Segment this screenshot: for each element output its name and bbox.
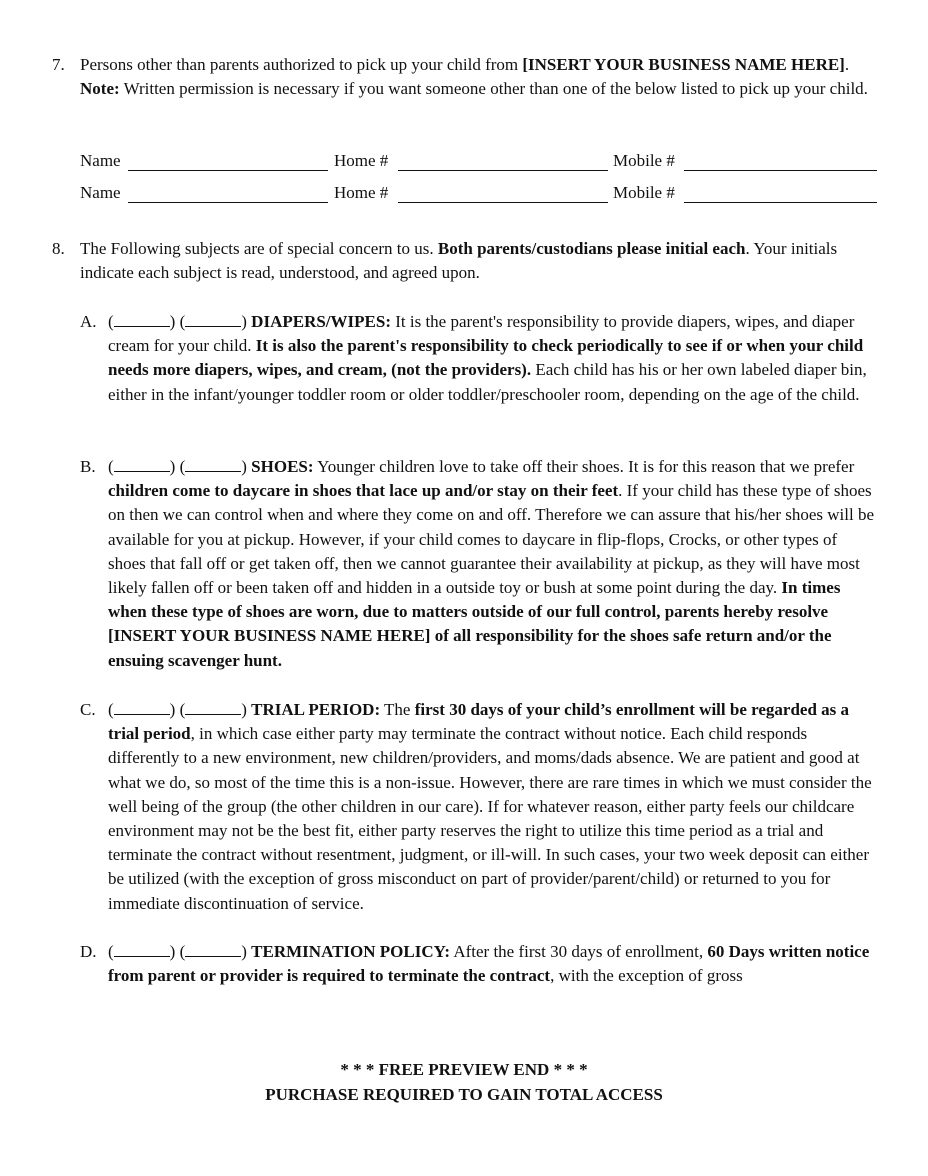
sub-b-body: [108, 455, 878, 673]
paren-mid: ) (: [169, 942, 186, 961]
paren-open: (: [108, 457, 114, 476]
sub-c-text-1: The: [380, 700, 415, 719]
initial-field-1[interactable]: [114, 312, 170, 327]
home-label: Home #: [334, 151, 389, 170]
preview-end-notice: * * * FREE PREVIEW END * * *: [340, 1060, 588, 1079]
item-8-bold: Both parents/custodians please initial each: [437, 239, 746, 258]
mobile-phone-field[interactable]: [684, 170, 877, 171]
item-7-text: [80, 53, 870, 101]
pickup-row-1: [80, 149, 880, 173]
sub-d-letter: D.: [80, 942, 97, 961]
item-8-text-1: The Following subjects are of special concern to us.: [80, 239, 438, 258]
paren-open: (: [108, 312, 114, 331]
name-label: Name: [80, 151, 121, 170]
paren-close: ): [241, 312, 247, 331]
sub-d-text-2: , with the exception of gross: [550, 966, 743, 986]
initial-field-1[interactable]: [114, 700, 170, 715]
sub-b-heading: SHOES:: [251, 457, 314, 476]
sub-d-heading: TERMINATION POLICY:: [251, 942, 451, 961]
sub-c-heading: TRIAL PERIOD:: [251, 700, 381, 719]
home-phone-field[interactable]: [398, 170, 608, 171]
sub-b-text-2: . If your child has these type of shoes on then we can control when and where they come on and off. Therefore we can assure that his/her shoes will be available for you at pickup. However, if your child comes to daycare in flip-flops, Crocks, or other types of shoes that fall off or get taken off, then we cannot guarantee their availability at pickup, as they will have most likely fallen off or been taken off and hidden in a outside toy or bush at some point during the day.: [108, 481, 874, 598]
sub-a-text-2: Each child has his or her own labeled diaper bin, either in the infant/younger toddler room or older toddler/preschooler room, depending on the age of the child.: [108, 360, 867, 404]
initial-field-1[interactable]: [114, 942, 170, 957]
sub-b-bold-1: children come to daycare in shoes that lace up and/or stay on their feet: [108, 481, 619, 501]
sub-a-heading: DIAPERS/WIPES:: [251, 312, 391, 331]
paren-mid: ) (: [169, 312, 186, 331]
sub-d-body: [108, 940, 878, 988]
sub-d-text-1: After the first 30 days of enrollment,: [450, 942, 708, 961]
pickup-row-2: [80, 181, 880, 205]
name-field[interactable]: [128, 202, 328, 203]
paren-open: (: [108, 700, 114, 719]
paren-mid: ) (: [169, 457, 186, 476]
purchase-required-notice: PURCHASE REQUIRED TO GAIN TOTAL ACCESS: [265, 1085, 663, 1104]
sub-a-body: [108, 310, 878, 407]
mobile-label: Mobile #: [613, 151, 675, 170]
sub-b-bold-2: In times when these type of shoes are worn, due to matters outside of our full control, parents hereby resolve [INSERT YOUR BUSINESS NAME HERE] of all responsibility for the shoes safe return and/or the ensuing scavenger hunt.: [108, 578, 841, 670]
sub-c-body: [108, 698, 878, 916]
sub-a-text-1: It is the parent's responsibility to provide diapers, wipes, and diaper cream for your child.: [108, 312, 855, 356]
sub-c-text-2: , in which case either party may terminate the contract without notice. Each child responds differently to a new environment, new children/providers, and moms/dads absence. We are patient and good at what we do, so most of the time this is a non-issue. However, there are rare times in which we must consider the well being of the group (the other children in our care). If for whatever reason, either party feels our childcare environment may not be the best fit, either party reserves the right to utilize this time period as a trial and terminate the contract without resentment, judgment, or ill-will. In such cases, your two week deposit can either be utilized (with the exception of gross misconduct on part of provider/parent/child) or returned to you for immediate discontinuation of service.: [108, 724, 872, 913]
name-field[interactable]: [128, 170, 328, 171]
home-label: Home #: [334, 183, 389, 202]
item-7-number: 7.: [52, 55, 65, 74]
sub-b-letter: B.: [80, 457, 96, 476]
item-7-text-1: Persons other than parents authorized to pick up your child from: [80, 55, 523, 74]
sub-d-bold-1: 60 Days written notice from parent or provider is required to terminate the contract: [108, 942, 870, 986]
item-8-text: [80, 237, 870, 285]
sub-a-bold-1: It is also the parent's responsibility to check periodically to see if or when your child needs more diapers, wipes, and cream, (not the providers).: [108, 336, 864, 380]
item-8-text-2: . Your initials indicate each subject is read, understood, and agreed upon.: [80, 239, 838, 283]
initial-field-2[interactable]: [185, 457, 241, 472]
item-8-number: 8.: [52, 239, 65, 258]
paren-mid: ) (: [169, 700, 186, 719]
mobile-phone-field[interactable]: [684, 202, 877, 203]
item-7-note-label: Note:: [80, 79, 120, 99]
initial-field-2[interactable]: [185, 700, 241, 715]
item-7-text-2: .: [844, 55, 850, 74]
sub-c-bold-1: first 30 days of your child’s enrollment will be regarded as a trial period: [108, 700, 850, 744]
sub-b-text-1: Younger children love to take off their shoes. It is for this reason that we prefer: [313, 457, 855, 476]
home-phone-field[interactable]: [398, 202, 608, 203]
paren-close: ): [241, 942, 247, 961]
name-label: Name: [80, 183, 121, 202]
sub-c-letter: C.: [80, 700, 96, 719]
initial-field-1[interactable]: [114, 457, 170, 472]
initial-field-2[interactable]: [185, 942, 241, 957]
paren-close: ): [241, 457, 247, 476]
sub-a-letter: A.: [80, 312, 97, 331]
item-7-business-name: [INSERT YOUR BUSINESS NAME HERE]: [522, 55, 845, 74]
paren-open: (: [108, 942, 114, 961]
paren-close: ): [241, 700, 247, 719]
initial-field-2[interactable]: [185, 312, 241, 327]
mobile-label: Mobile #: [613, 183, 675, 202]
item-7-text-3: Written permission is necessary if you want someone other than one of the below listed to pick up your child.: [119, 79, 868, 99]
